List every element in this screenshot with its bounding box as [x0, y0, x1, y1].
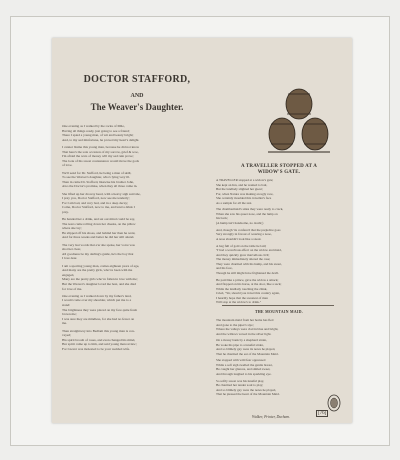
traveller-title-line1: A TRAVELLER STOPPED AT A — [240, 164, 318, 169]
traveller-title-line2: WIDOW'S GATE. — [257, 170, 301, 175]
verse-line: That he charmed the ear of the Mountain Maid. — [216, 351, 279, 356]
mountain-maid-verses — [216, 318, 344, 397]
verse-line: brown me; — [62, 312, 77, 317]
stanza — [216, 379, 344, 397]
stanza — [216, 244, 344, 276]
traveller-verses — [216, 178, 344, 305]
verse-line: For I am bad, and very bad, and in a deep decay; — [62, 200, 128, 205]
verse-line: Then straightway into Bedlam this young man is con- — [62, 328, 135, 333]
verse-line: The very last words that e'er she spoke, her voice was — [62, 242, 135, 247]
verse-line: And, to my sad misfortune, he proved my heart's delight. — [62, 137, 140, 142]
verse-line: That he pleased the heart of the Mountain Maid. — [216, 392, 280, 397]
ballad-and: AND — [130, 93, 144, 99]
verse-line: She stopped with wild fear oppressed — [216, 358, 266, 363]
verse-line: And, though 'tis confess'd that the prejudice goes — [216, 227, 281, 232]
verse-line: He handed her a drink, and sat our mind could be say, — [62, 217, 135, 222]
verse-line: Cried, "Sir, should you travel this country again, — [216, 291, 280, 296]
verse-line: The mountain maid from her home has fled — [216, 318, 274, 322]
verse-line: He charmed her tender soul to play; — [216, 383, 264, 388]
verse-line: for love of me. — [62, 286, 83, 291]
stanza — [62, 145, 212, 168]
verse-line: engaged, — [62, 272, 75, 277]
verse-line: All goodness be my darling's guide, he's the boy that — [62, 251, 134, 256]
verse-line: shot her clear, — [62, 247, 81, 252]
verse-line: Though he still might have frightened the devil. — [216, 270, 279, 275]
stanza — [62, 294, 212, 326]
section-divider — [222, 305, 334, 306]
stanza — [62, 217, 212, 240]
verse-line: One evening as I walked by the rocks of Mile, — [62, 124, 125, 128]
verse-line: The chambermaid's sides they were ready to crack, — [216, 207, 284, 212]
ballad-subtitle: The Weaver's Daughter. — [90, 102, 184, 112]
verse-line: I cannot blame this young man, because he did not know — [62, 144, 140, 149]
verse-line: I pray you, Doctor Stafford, now see me tenderly; — [62, 196, 130, 201]
verse-line: Come, Doctor Stafford, now to me, and lend a drink I — [62, 205, 135, 210]
verse-line: One evening as I walked down by my father's land, — [62, 293, 132, 298]
ballad-title: DOCTOR STAFFORD, — [83, 74, 191, 85]
verse-line: Very strongly in favour of wearing a nose, — [216, 232, 272, 237]
traveller-title — [214, 164, 344, 176]
verse-line: Then in came Dr. Stafford, likewise his brother John, — [62, 179, 134, 184]
verse-line: And through laughed to his sparkling eye. — [216, 371, 272, 376]
broadside-sheet — [52, 38, 352, 423]
verse-line: For, when Nature was making an ugly race, — [216, 191, 274, 196]
barrels-woodcut-icon — [266, 86, 332, 156]
verse-line: So softly sweet was his tuneful play, — [216, 378, 265, 383]
verse-line: where she lay; — [62, 226, 82, 231]
verse-line: (A hump isn't handsome, no doubt;) — [216, 220, 264, 225]
verse-line: And for three weeks and better he did her still attend. — [62, 235, 135, 240]
left-verses — [62, 124, 212, 351]
stanza — [216, 228, 344, 242]
verse-line: And they quickly grew marvellous civil; — [216, 252, 270, 257]
verse-line: I love dear. — [62, 256, 78, 261]
verse-line: Her spirit came up to him, and said young man review; — [62, 342, 137, 347]
verse-line: I'm afraid the wars of money will my sad ruin prove; — [62, 154, 134, 159]
verse-line: A bag full of gold on the table he laid; — [216, 243, 267, 248]
verse-line: I heartily hope that the sweetest of men — [216, 295, 268, 300]
stanza — [216, 278, 344, 305]
stanza — [216, 318, 344, 336]
verse-line: his back; — [216, 216, 228, 221]
verse-line: And so blithely gay were the notes he played, — [216, 387, 277, 392]
verse-line: They were charmed with his hump, and his snout, — [216, 261, 282, 266]
verse-line: There I spied a young man, of wit and beauty bright; — [62, 133, 134, 138]
verse-line: We'll send for Dr. Stafford, he being a man of skill, — [62, 170, 132, 175]
verse-line: That here's the sole occasion of my sorrow, grief & woe, — [62, 149, 139, 154]
verse-line: She certainly moulded this traveller's face — [216, 196, 272, 200]
verse-line: She kept an Inn, and he wanted to bait, — [216, 182, 268, 187]
verse-line: And flopped on his horse, at the door, like a sack; — [216, 282, 282, 287]
verse-line: He paid like a prince, gave the widow a smack; — [216, 277, 279, 282]
verse-line: But the landlady slighted her guest; — [216, 187, 263, 191]
verse-line: He woke his pipe to a tuneful strain, — [216, 342, 264, 347]
verse-line: A nose shouldn't look like a snout. — [216, 236, 262, 241]
verse-line: Having all things ready, just going to see a friend; — [62, 128, 130, 133]
verse-line: I would come over my shoulder, which put me to a — [62, 298, 132, 303]
verse-line: But the Weaver's daughter loved me best, and she died — [62, 281, 136, 286]
verse-line: pray. — [62, 209, 69, 214]
stamp-seal-icon — [327, 394, 341, 412]
verse-line: As a sample for all the rest. — [216, 200, 253, 205]
sheet-number: [76] — [318, 411, 327, 416]
stanza — [62, 171, 212, 189]
verse-line: veyed; — [62, 333, 72, 338]
verse-line: The look of his sweet countenance would move the gods — [62, 158, 139, 163]
verse-line: For I never was molested to be your wedded wife. — [62, 346, 130, 351]
verse-line: He caught her glances, and smiled sweet, — [216, 367, 271, 372]
verse-line: When she saw his queer nose, and the lump on — [216, 211, 278, 216]
verse-line: She lifted up her drowsy head, with a heavy sigh said she, — [62, 191, 141, 196]
verse-line: He slipped off his shoes, and behind her then he went, — [62, 230, 136, 235]
stanza — [62, 264, 212, 292]
verse-line: While the landlady touching the chink, — [216, 286, 268, 291]
verse-line: I am a sporting young man, comes eighteen years of age, — [62, 263, 140, 268]
verse-line: The money immediately altered the case; — [216, 257, 271, 262]
stanza — [216, 178, 344, 205]
stanza — [62, 243, 212, 261]
verse-line: A TRAVELLER stopped at a widow's gate; — [216, 178, 274, 182]
stanza — [216, 338, 344, 356]
verse-line: His spirit brooth of roses, and even changed his mind, — [62, 337, 136, 342]
verse-line: of love. — [62, 163, 73, 168]
verse-line: While a soft sigh swelled the gentle breast, — [216, 362, 273, 367]
stanza — [62, 329, 212, 352]
verse-line: And the willows waved in the silver light. — [216, 331, 272, 336]
stanza — [62, 192, 212, 215]
verse-line: And gone to the piper's stye; — [216, 322, 254, 327]
verse-line: The tears came rolling down her cheeks, on the pillow — [62, 221, 136, 226]
stanza — [216, 207, 344, 225]
mountain-maid-title: THE MOUNTAIN MAID. — [254, 310, 304, 314]
verse-line: And so blithely gay were its notes he played, — [216, 347, 276, 352]
verse-line: To see the Weaver's daughter, who's lying very ill. — [62, 175, 130, 180]
verse-line: Many are the pretty girls who've fallen in love with me; — [62, 277, 138, 282]
stanza — [62, 124, 212, 142]
verse-line: Where the valleys were clad in blue and bright, — [216, 327, 279, 331]
verse-line: I was sure they are mindless, for she had no fewer on — [62, 316, 135, 321]
verse-line: 'T had a wond'rous effect on the widow and maid, — [216, 248, 282, 253]
stanza — [216, 358, 344, 376]
verse-line: me. — [62, 321, 67, 326]
verse-line: and his face, — [216, 266, 233, 271]
verse-line: stand: — [62, 302, 71, 307]
printer-imprint: Walker, Printer, Durham. — [252, 415, 291, 419]
verse-line: Will stop at the widow's to drink." — [216, 300, 262, 305]
verse-line: And many are the pretty girls, who've been with me — [62, 268, 133, 273]
verse-line: Also the Doctor's promise, when they all three came in. — [62, 184, 138, 189]
verse-line: The brightness they were placed on my face quite fresh — [62, 307, 138, 312]
verse-line: On a mossy bank by a shepherd strain, — [216, 338, 267, 343]
